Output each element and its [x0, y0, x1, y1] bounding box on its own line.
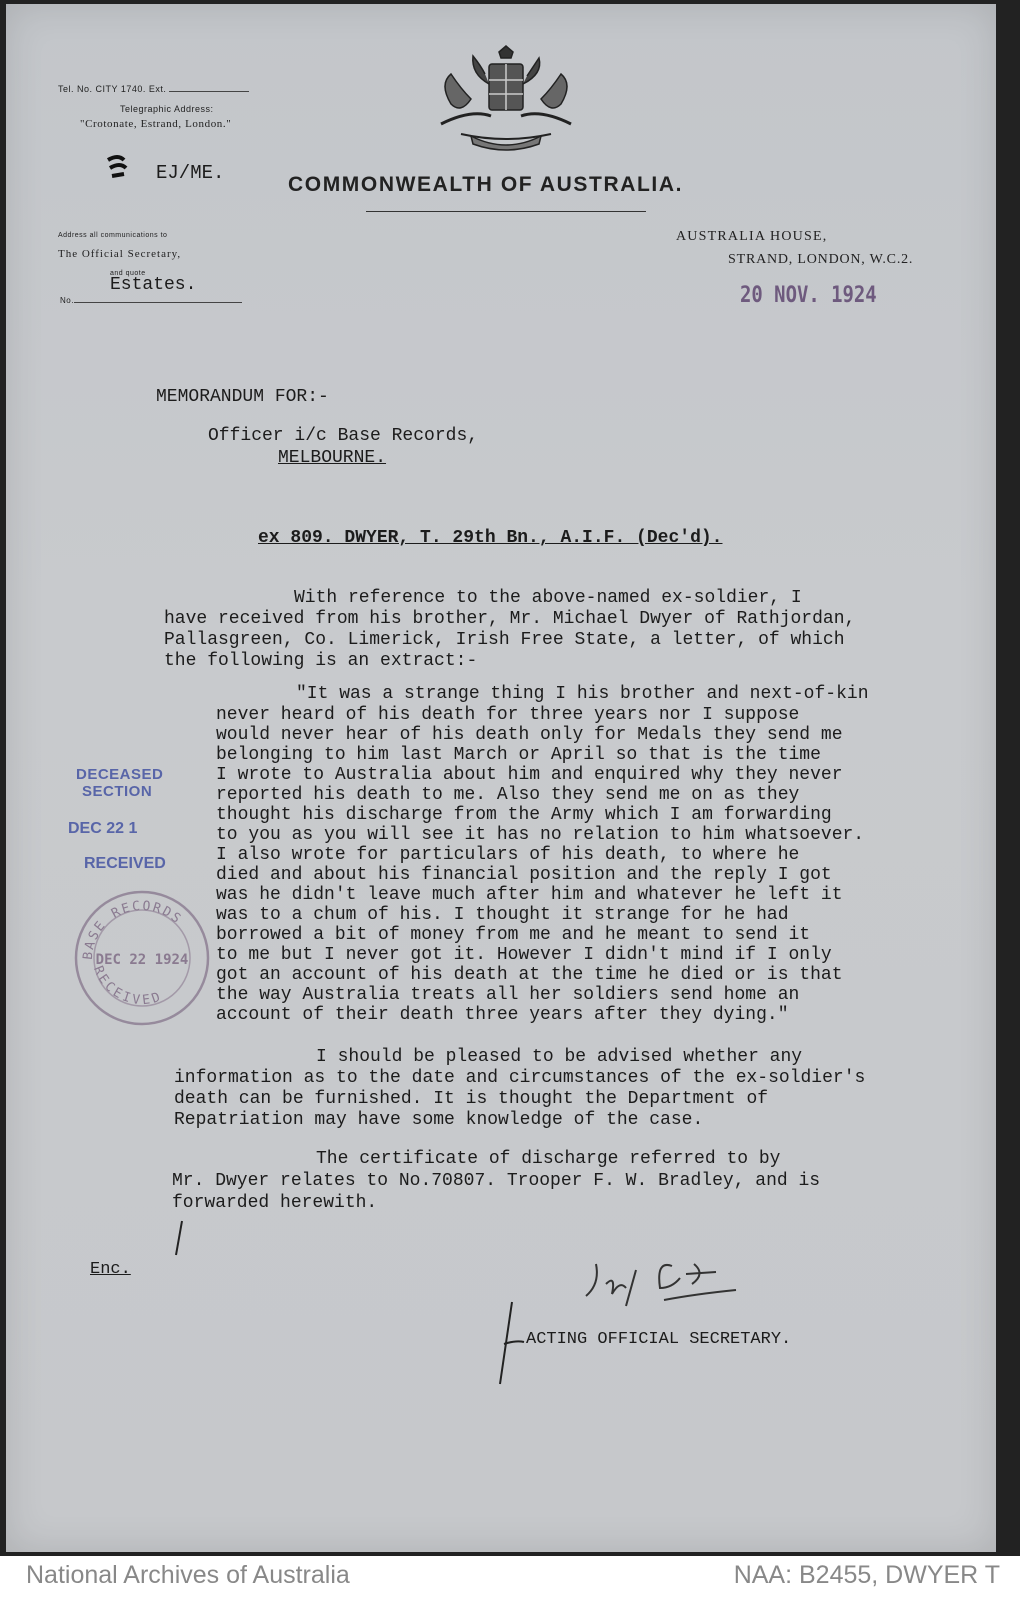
base-records-stamp [68, 884, 216, 1032]
memo-subject: ex 809. DWYER, T. 29th Bn., A.I.F. (Dec'd). [258, 528, 723, 548]
coat-of-arms-icon [431, 44, 581, 154]
quote-line: to you as you will see it has no relation to him whatsoever. [216, 825, 865, 845]
archive-footer [0, 1556, 1020, 1600]
quote-line: never heard of his death for three years nor I suppose [216, 705, 800, 725]
quote-line: thought his discharge from the Army which I am forwarding [216, 805, 832, 825]
quote-line: was he didn't leave much after him and whatever he left it [216, 885, 843, 905]
quote-line: would never hear of his death only for Medals they send me [216, 725, 843, 745]
address-line2: STRAND, LONDON, W.C.2. [728, 252, 914, 267]
telegraphic-address: "Crotonate, Estrand, London." [80, 118, 232, 130]
deceased-stamp-received: RECEIVED [84, 855, 166, 872]
deceased-section-stamp [76, 766, 163, 800]
quote-line: "It was a strange thing I his brother and next-of-kin [296, 684, 869, 704]
quote-line: I also wrote for particulars of his death, to where he [216, 845, 800, 865]
file-number: Estates. [110, 275, 197, 295]
official-secretary: The Official Secretary, [58, 248, 182, 260]
tel-number: Tel. No. CITY 1740. Ext. [58, 84, 249, 94]
deceased-stamp-date: DEC 22 1 [68, 820, 138, 837]
memo-to-line1: Officer i/c Base Records, [208, 426, 479, 446]
quote-line: was to a chum of his. I thought it strange for he had [216, 905, 789, 925]
signature-icon [576, 1244, 756, 1324]
stamp-line: DECEASED [76, 766, 164, 783]
date-stamp: 20 NOV. 1924 [740, 283, 877, 308]
para3-line: Mr. Dwyer relates to No.70807. Trooper F. W. Bradley, and is [172, 1171, 821, 1191]
para2-line: Repatriation may have some knowledge of the case. [174, 1110, 704, 1130]
page-title: COMMONWEALTH OF AUSTRALIA. [288, 173, 684, 196]
para1-line: have received from his brother, Mr. Michael Dwyer of Rathjordan, [164, 609, 856, 629]
and-quote: and quote [110, 270, 146, 277]
para2-line: I should be pleased to be advised whether any [316, 1047, 803, 1067]
para3-line: The certificate of discharge referred to by [316, 1149, 781, 1169]
no-rule [74, 302, 242, 303]
quote-line: to me but I never got it. However I didn't mind if I only [216, 945, 832, 965]
para2-line: information as to the date and circumstances of the ex-soldier's [174, 1068, 866, 1088]
quote-line: the way Australia treats all her soldiers send home an [216, 985, 800, 1005]
quote-line: I wrote to Australia about him and enquired why they never [216, 765, 843, 785]
pencil-tick-icon [170, 1219, 190, 1259]
title-rule [366, 211, 646, 212]
quote-line: reported his death to me. Also they send me on as they [216, 785, 800, 805]
quote-line: got an account of his death at the time he died or is that [216, 965, 843, 985]
stamp-line: SECTION [82, 783, 153, 800]
no-label: No. [60, 296, 74, 305]
para2-line: death can be furnished. It is thought the Department of [174, 1089, 769, 1109]
stamp-date: DEC 22 1924 [95, 952, 189, 968]
stamp-arc-bottom: RECEIVED [90, 963, 166, 1009]
quote-line: died and about his financial position and the reply I got [216, 865, 832, 885]
address-all: Address all communications to [58, 232, 168, 239]
file-mark [106, 154, 130, 187]
enclosure: Enc. [90, 1260, 131, 1279]
document-page [6, 4, 996, 1552]
handwritten-mark-icon [106, 154, 130, 180]
telegraphic-label: Telegraphic Address: [120, 104, 214, 114]
reference: EJ/ME. [156, 162, 225, 184]
para1-line: the following is an extract:- [164, 651, 478, 671]
para1-line: With reference to the above-named ex-soldier, I [294, 588, 802, 608]
para1-line: Pallasgreen, Co. Limerick, Irish Free State, a letter, of which [164, 630, 845, 650]
memo-to-line2: MELBOURNE. [278, 448, 387, 468]
quote-line: account of their death three years after they dying." [216, 1005, 789, 1025]
para3-line: forwarded herewith. [172, 1193, 378, 1213]
memo-heading: MEMORANDUM FOR:- [156, 387, 329, 407]
address-line1: AUSTRALIA HOUSE, [676, 229, 828, 244]
archive-reference: NAA: B2455, DWYER T [733, 1561, 1000, 1589]
stamp-arc-top: BASE RECORDS [80, 898, 185, 961]
archive-name: National Archives of Australia [26, 1561, 350, 1589]
signatory-title: ACTING OFFICIAL SECRETARY. [526, 1330, 792, 1349]
quote-line: belonging to him last March or April so that is the time [216, 745, 821, 765]
quote-line: borrowed a bit of money from me and he meant to send it [216, 925, 811, 945]
